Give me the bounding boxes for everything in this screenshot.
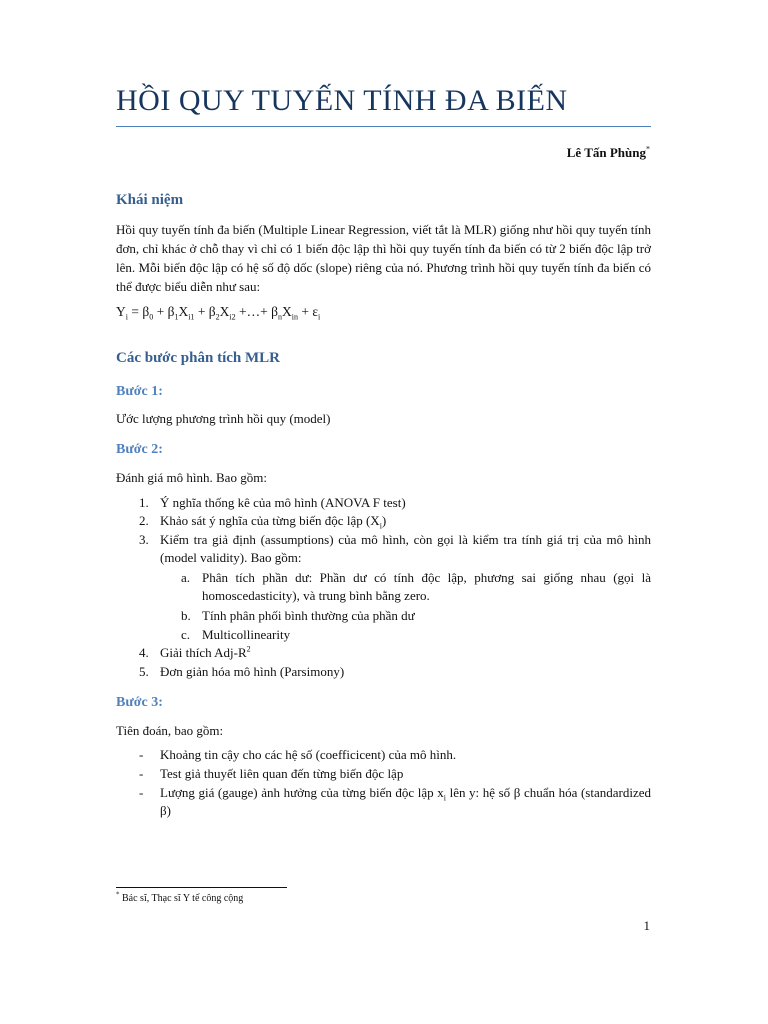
list-number: 5. — [139, 664, 149, 679]
sublist-item: Tính phân phối bình thường của phần dư — [202, 608, 415, 623]
author-name — [567, 145, 650, 161]
step1-heading: Bước 1: — [116, 384, 163, 399]
dash-list-item: Khoảng tin cậy cho các hệ số (coefficicent) của mô hình. — [160, 747, 457, 762]
dash-list-item: Lượng giá (gauge) ảnh hưởng của từng biến độc lập $x_i$ lên y: hệ số β chuẩn hóa (standardized β) — [160, 785, 651, 818]
step2-intro: Đánh giá mô hình. Bao gồm: — [116, 470, 267, 485]
dash-list-item: Test giả thuyết liên quan đến từng biến độc lập — [160, 766, 404, 781]
list-item: Khảo sát ý nghĩa của từng biến độc lập $(X_i)$ — [160, 513, 387, 531]
step3-intro: Tiên đoán, bao gồm: — [116, 723, 224, 738]
concept-paragraph: Hồi quy tuyến tính đa biến (Multiple Linear Regression, viết tắt là MLR) giống như hồi quy tuyến tính đơn, chỉ khác ở chỗ thay vì chỉ có 1 biến độc lập thì hồi quy tuyến tính đa biến có từ 2 biến độc lập trở lên. Mỗi biến độc lập có hệ số độ dốc (slope) riêng của nó. Phương trình hồi quy tuyến tính đa biến có thể được biểu diễn như sau: — [116, 222, 651, 294]
title-underline — [116, 126, 651, 127]
list-number: 4. — [139, 645, 149, 660]
list-number: 2. — [139, 513, 149, 528]
list-item: Kiểm tra giả định (assumptions) của mô hình, còn gọi là kiểm tra tính giá trị của mô hình (model validity). Bao gồm: — [160, 532, 651, 565]
step2-heading: Bước 2: — [116, 442, 163, 457]
section-heading-concept: Khái niệm — [116, 192, 184, 208]
regression-formula: $Y_i = \beta_0 + \beta_1X_{i1} + \beta_2X_{i2}$ +…+ $\beta_nX_{in} + \varepsilon_i$ — [116, 304, 321, 322]
sublist-letter: b. — [181, 608, 191, 623]
list-item: Giải thích Adj-$R^2$ — [160, 644, 251, 660]
sublist-letter: a. — [181, 570, 191, 585]
list-item: Đơn giản hóa mô hình (Parsimony) — [160, 664, 345, 679]
footnote-separator — [116, 887, 287, 888]
page-title: HỒI QUY TUYẾN TÍNH ĐA BIẾN — [116, 84, 568, 117]
author-text: Lê Tấn Phùng — [566, 145, 646, 160]
sublist-item: Multicollinearity — [202, 627, 291, 642]
page-number: 1 — [643, 918, 650, 933]
sublist-letter: c. — [181, 627, 191, 642]
footnote: * Bác sĩ, Thạc sĩ Y tế công cộng — [116, 890, 244, 904]
list-number: 3. — [139, 532, 149, 547]
step3-heading: Bước 3: — [116, 695, 163, 710]
list-number: 1. — [139, 495, 149, 510]
author-footnote-mark: * — [646, 144, 650, 154]
list-item: Ý nghĩa thống kê của mô hình (ANOVA F test) — [160, 495, 406, 510]
step1-text: Ước lượng phương trình hồi quy (model) — [116, 411, 331, 426]
section-heading-steps: Các bước phân tích MLR — [116, 350, 280, 366]
dash-bullet: - — [139, 766, 144, 781]
dash-bullet: - — [139, 747, 144, 762]
dash-bullet: - — [139, 785, 144, 800]
sublist-item: Phân tích phần dư: Phần dư có tính độc lập, phương sai giống nhau (gọi là homoscedasticity), và trung bình bằng zero. — [202, 570, 651, 603]
